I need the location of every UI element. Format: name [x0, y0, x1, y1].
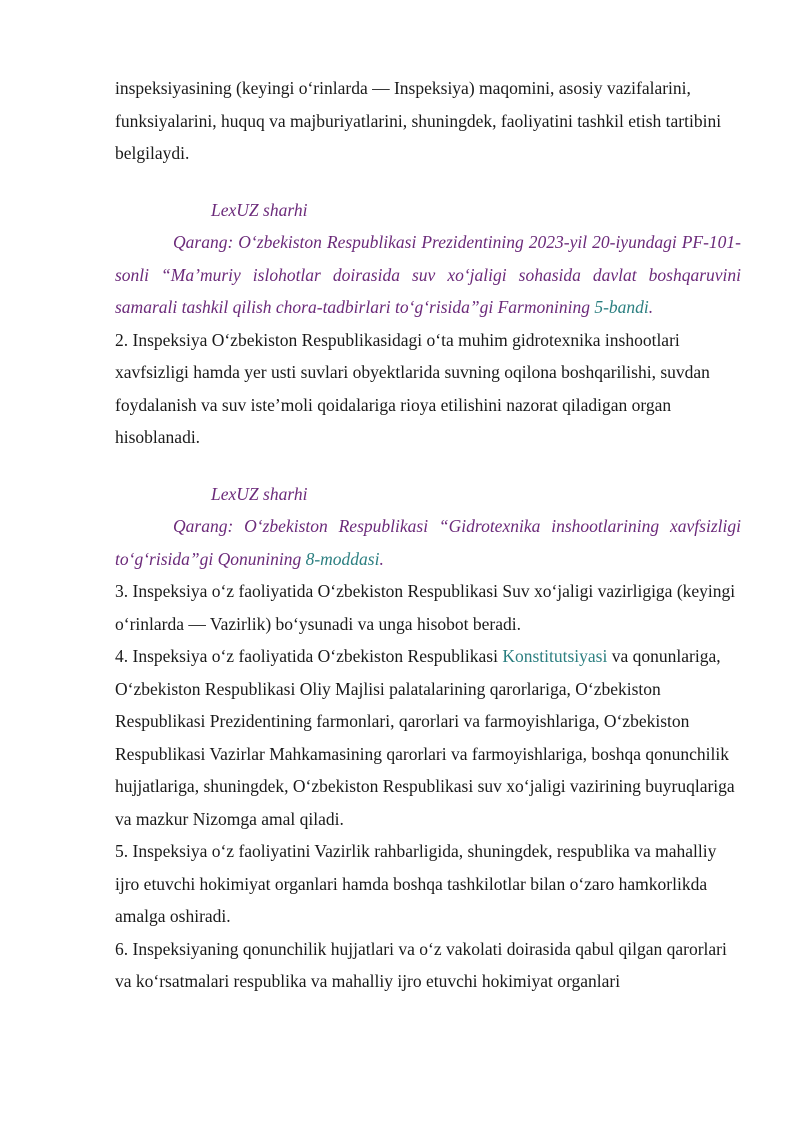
- p4-before: 4. Inspeksiya oʻz faoliyatida Oʻzbekiston Respublikasi: [115, 646, 503, 666]
- decree-5-item-link[interactable]: 5-bandi: [594, 297, 649, 317]
- comment-tail: .: [379, 548, 384, 569]
- lexuz-comment-2: [115, 510, 741, 575]
- document-body: [115, 72, 741, 998]
- constitution-link[interactable]: Konstitutsiyasi: [502, 646, 608, 666]
- comment-text: Qarang: Oʻzbekiston Respublikasi Prezidentining 2023-yil 20-iyundagi PF-101-sonli “Maʼmuriy islohotlar doirasida suv xoʻjaligi sohasida davlat boshqaruvini samarali tashkil qilish chora-tadbirlari toʻgʻrisida”gi Farmonining: [115, 232, 741, 317]
- comment-tail: .: [648, 297, 654, 317]
- paragraph-5: 5. Inspeksiya oʻz faoliyatini Vazirlik rahbarligida, shuningdek, respublika va mahalliy ijro etuvchi hokimiyat organlari hamda boshqa tashkilotlar bilan oʻzaro hamkorlikda amalga oshiradi.: [115, 841, 717, 926]
- paragraph-3: 3. Inspeksiya oʻz faoliyatida Oʻzbekiston Respublikasi Suv xoʻjaligi vazirligiga (keyingi oʻrinlarda — Vazirlik) boʻysunadi va unga hisobot beradi.: [115, 581, 736, 634]
- lexuz-comment-heading-1: LexUZ sharhi: [211, 199, 308, 220]
- paragraph-intro: inspeksiyasining (keyingi oʻrinlarda — Inspeksiya) maqomini, asosiy vazifalarini, funksiyalarini, huquq va majburiyatlarini, shuningdek, faoliyatini tashkil etish tartibini belgilaydi.: [115, 78, 722, 163]
- lexuz-comment-1: [115, 226, 741, 324]
- law-article-8-link[interactable]: 8-moddasi: [305, 548, 380, 569]
- p4-after: va qonunlariga, Oʻzbekiston Respublikasi Oliy Majlisi palatalarining qarorlariga, Oʻzbekiston Respublikasi Prezidentining farmonlari, qarorlari va farmoyishlariga, Oʻzbekiston Respublikasi Vazirlar Mahkamasining qarorlari va farmoyishlariga, boshqa qonunchilik hujjatlariga, shuningdek, Oʻzbekiston Respublikasi suv xoʻjaligi vazirining buyruqlariga va mazkur Nizomga amal qiladi.: [115, 646, 735, 829]
- lexuz-comment-heading-2: LexUZ sharhi: [211, 483, 308, 504]
- paragraph-2: 2. Inspeksiya Oʻzbekiston Respublikasidagi oʻta muhim gidrotexnika inshootlari xavfsizligi hamda yer usti suvlari obyektlarida suvning oqilona boshqarilishi, suvdan foydalanish va suv isteʼmoli qoidalariga rioya etilishini nazorat qiladigan organ hisoblanadi.: [115, 329, 710, 447]
- comment-text: Qarang: Oʻzbekiston Respublikasi “Gidrotexnika inshootlarining xavfsizligi toʻgʻrisida”gi Qonunining: [115, 516, 741, 569]
- paragraph-4: [115, 640, 741, 835]
- paragraph-6: 6. Inspeksiyaning qonunchilik hujjatlari va oʻz vakolati doirasida qabul qilgan qarorlari va koʻrsatmalari respublika va mahalliy ijro etuvchi hokimiyat organlari: [115, 938, 727, 991]
